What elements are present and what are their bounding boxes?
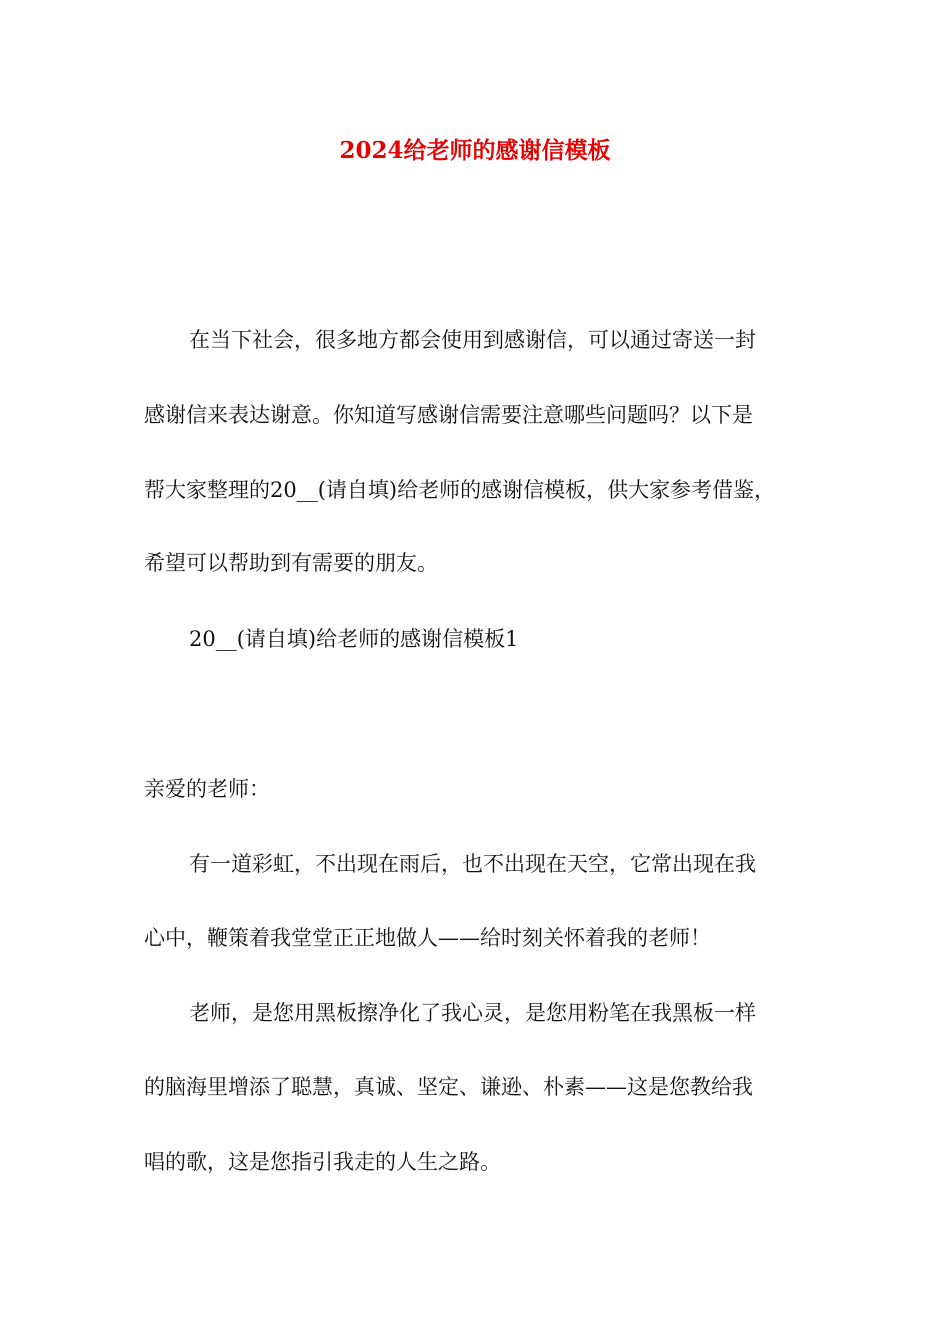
paragraph-line: 老师，是您用黑板擦净化了我心灵，是您用粉笔在我黑板一样	[189, 1001, 756, 1025]
paragraph-line: 在当下社会，很多地方都会使用到感谢信，可以通过寄送一封	[189, 328, 756, 352]
section-heading: 20__(请自填)给老师的感谢信模板1	[189, 627, 519, 651]
paragraph-line: 唱的歌，这是您指引我走的人生之路。	[144, 1150, 501, 1174]
salutation: 亲爱的老师：	[144, 777, 270, 801]
paragraph-line: 感谢信来表达谢意。你知道写感谢信需要注意哪些问题吗？以下是	[144, 403, 753, 427]
document-title: 2024给老师的感谢信模板	[339, 137, 611, 164]
paragraph-line: 希望可以帮助到有需要的朋友。	[144, 551, 438, 575]
paragraph-line: 帮大家整理的20__(请自填)给老师的感谢信模板，供大家参考借鉴，	[144, 478, 776, 502]
paragraph-line: 有一道彩虹，不出现在雨后，也不出现在天空，它常出现在我	[189, 852, 756, 876]
paragraph-line: 的脑海里增添了聪慧，真诚、坚定、谦逊、朴素——这是您教给我	[144, 1075, 753, 1099]
paragraph-line: 心中，鞭策着我堂堂正正地做人——给时刻关怀着我的老师！	[144, 926, 711, 950]
